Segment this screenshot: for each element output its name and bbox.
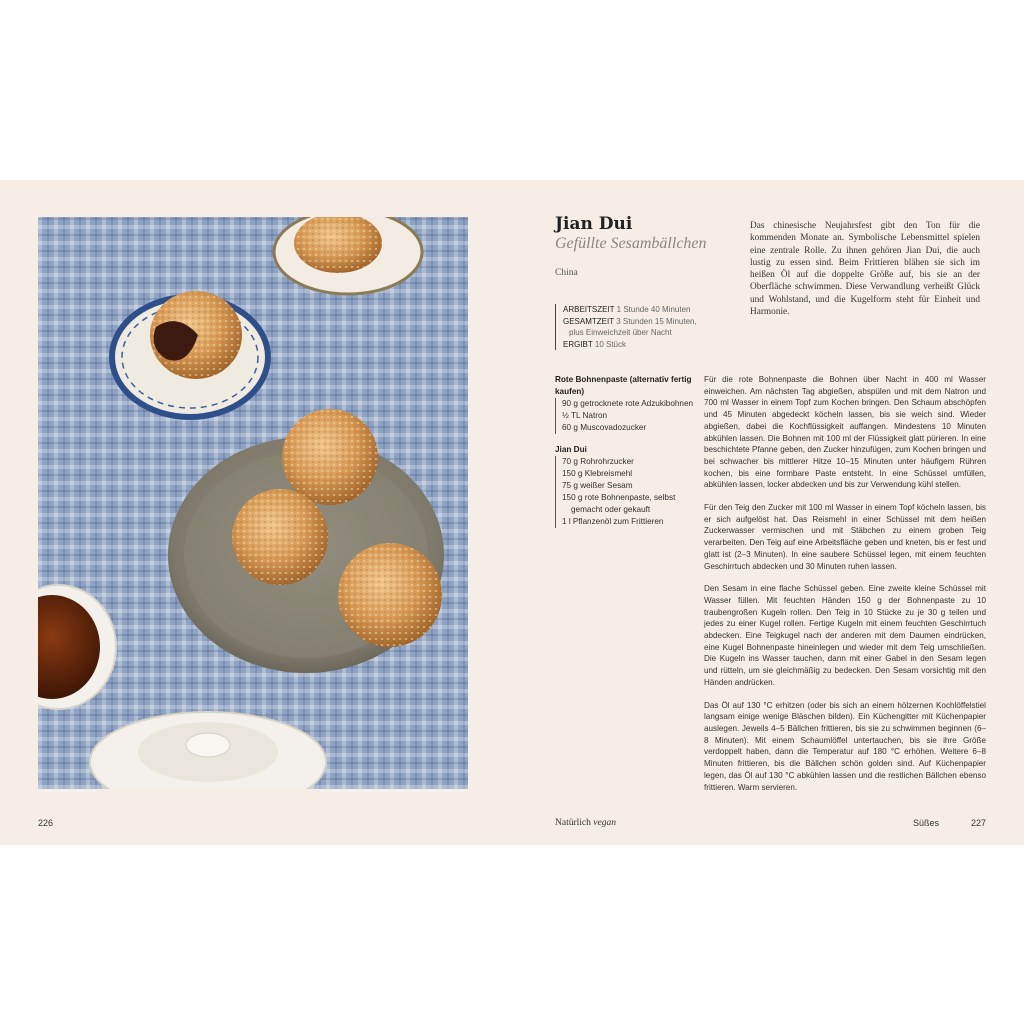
prep-time-value: 1 Stunde 40 Minuten bbox=[616, 305, 691, 314]
yield-label: ERGIBT bbox=[563, 339, 593, 349]
ingredient-group-heading: Rote Bohnenpaste (alternativ fertig kaufen) bbox=[555, 375, 692, 396]
step-paragraph: Das Öl auf 130 °C erhitzen (oder bis sich an einem hölzernen Kochlöffelstiel langsam einige wenige Bläschen bilden). Ein Küchengitter mit Küchenpapier auslegen. Jeweils 4–5 Bällchen frittieren, bis sie zu schwimmen beginnen (6–8 Minuten). Mit einem Schaumlöffel untertauchen, bis sie ihre Größe verdoppelt haben, dann die Temperatur auf 180 °C erhöhen. Weitere 6–8 Minuten frittieren, bis die Bällchen schön golden sind. Auf Küchenpapier legen, das Öl auf 130 °C abkühlen lassen und die restlichen Bällchen ebenso frittieren. Warm servieren. bbox=[704, 700, 986, 792]
ingredient-item: 60 g Muscovadozucker bbox=[562, 423, 647, 432]
ingredients bbox=[555, 374, 695, 538]
page-number-left: 226 bbox=[38, 818, 54, 828]
ingredient-item: 75 g weißer Sesam bbox=[562, 481, 633, 490]
recipe-subtitle: Gefüllte Sesambällchen bbox=[555, 235, 707, 252]
step-paragraph: Für den Teig den Zucker mit 100 ml Wasser in einem Topf köcheln lassen, bis er sich aufgelöst hat. Das Reismehl in einer Schüssel mit dem heißen Zuckerwasser vermischen und mit Stäbchen zu einem groben Teig verarbeiten. Den Teig auf eine Arbeitsfläche geben und kneten, bis er fest und glatt ist (2–3 Minuten). In eine saubere Schüssel legen, mit einem feuchten Geschirrtuch abdecken und 30 Minuten ruhen lassen. bbox=[704, 503, 986, 571]
recipe-steps bbox=[704, 374, 986, 804]
photo-illustration bbox=[38, 217, 468, 789]
step-paragraph: Für die rote Bohnenpaste die Bohnen über Nacht in 400 ml Wasser einweichen. Am nächsten Tag abgießen, abspülen und mit dem Natron und 700 ml Wasser in einem Topf zum Kochen bringen. Den Schaum abschöpfen und 45 Minuten abgedeckt köcheln lassen, bis sie weich sind. Wieder abgießen, dabei die Kochflüssigkeit auffangen. Mindestens 10 Minuten abkühlen lassen. Die Bohnen mit 100 ml der Flüssigkeit glatt pürieren. In eine beschichtete Pfanne geben, den Zucker hinzufügen, zum Kochen bringen und bei schwacher bis mittlerer Hitze 10–15 Minuten unter häufigem Rühren kochen, bis eine formbare Paste entsteht. In eine Schüssel umfüllen, abkühlen lassen, locker abdecken und bis zur Verwendung kühl stellen. bbox=[704, 375, 986, 490]
running-title-italic: vegan bbox=[593, 818, 616, 828]
recipe-intro: Das chinesische Neujahrsfest gibt den Ton für die kommenden Monate an. Symbolische Lebensmittel spielen eine zentrale Rolle. Zu ihnen gehören Jian Dui, die auch lustig zu essen sind. Beim Frittieren blähen sie sich im heißen Öl auf die doppelte Größe auf, bis sie an der Oberfläche schwimmen. Diese Verwandlung verheißt Glück und Wohlstand, und die Kugelform steht für Einheit und Harmonie. bbox=[750, 221, 980, 318]
section-name: Süßes bbox=[913, 818, 940, 828]
prep-time-label: ARBEITSZEIT bbox=[563, 305, 615, 314]
recipe-times bbox=[555, 304, 733, 350]
running-title bbox=[555, 818, 616, 828]
ingredient-item: 150 g Klebreismehl bbox=[562, 469, 633, 478]
total-time bbox=[563, 316, 733, 339]
recipe-photo bbox=[38, 217, 468, 789]
ingredient-item: ½ TL Natron bbox=[562, 411, 608, 420]
book-spread bbox=[0, 180, 1024, 845]
total-time-value: 3 Stunden 15 Minuten, bbox=[616, 316, 697, 326]
yield-value: 10 Stück bbox=[594, 339, 627, 349]
total-time-label: GESAMTZEIT bbox=[563, 316, 614, 326]
total-time-note: plus Einweichzeit über Nacht bbox=[569, 328, 672, 337]
prep-time bbox=[563, 304, 733, 316]
ingredient-item: 150 g rote Bohnenpaste, selbst gemacht oder gekauft bbox=[562, 493, 676, 514]
ingredient-group-heading: Jian Dui bbox=[555, 445, 587, 454]
ingredient-group-bean-paste bbox=[555, 374, 695, 434]
ingredient-list bbox=[555, 456, 695, 528]
yield bbox=[563, 339, 733, 351]
ingredient-item: 70 g Rohrohrzucker bbox=[562, 457, 634, 466]
ingredient-item: 1 l Pflanzenöl zum Frittieren bbox=[562, 517, 664, 526]
recipe-title: Jian Dui bbox=[555, 214, 633, 234]
ingredient-list bbox=[555, 398, 695, 434]
ingredient-group-jian-dui bbox=[555, 444, 695, 528]
recipe-title-block bbox=[555, 214, 745, 254]
running-title-plain: Natürlich bbox=[555, 818, 594, 828]
ingredient-item: 90 g getrocknete rote Adzukibohnen bbox=[562, 399, 694, 408]
recipe-origin: China bbox=[555, 268, 578, 278]
page-number-right: 227 bbox=[971, 818, 987, 828]
step-paragraph: Den Sesam in eine flache Schüssel geben. Eine zweite kleine Schüssel mit Wasser füllen. Mit feuchten Händen 150 g der Bohnenpaste zu 10 traubengroßen Kugeln rollen. Den Teig in 10 Stücke zu je 30 g teilen und jedes zu einer Kugel rollen. Fertige Kugeln mit einem feuchten Geschirrtuch abdecken. Eine Teigkugel nach der anderen mit dem Daumen eindrücken, eine Kugel Bohnenpaste hineinlegen und wieder mit dem Teig umschließen. Die Kugeln ins Wasser tauchen, dann mit einer Gabel in den Sesam legen und rütteln, um sie gleichmäßig zu bedecken. Den Sesam vorsichtig mit den Händen andrücken. bbox=[704, 584, 986, 687]
